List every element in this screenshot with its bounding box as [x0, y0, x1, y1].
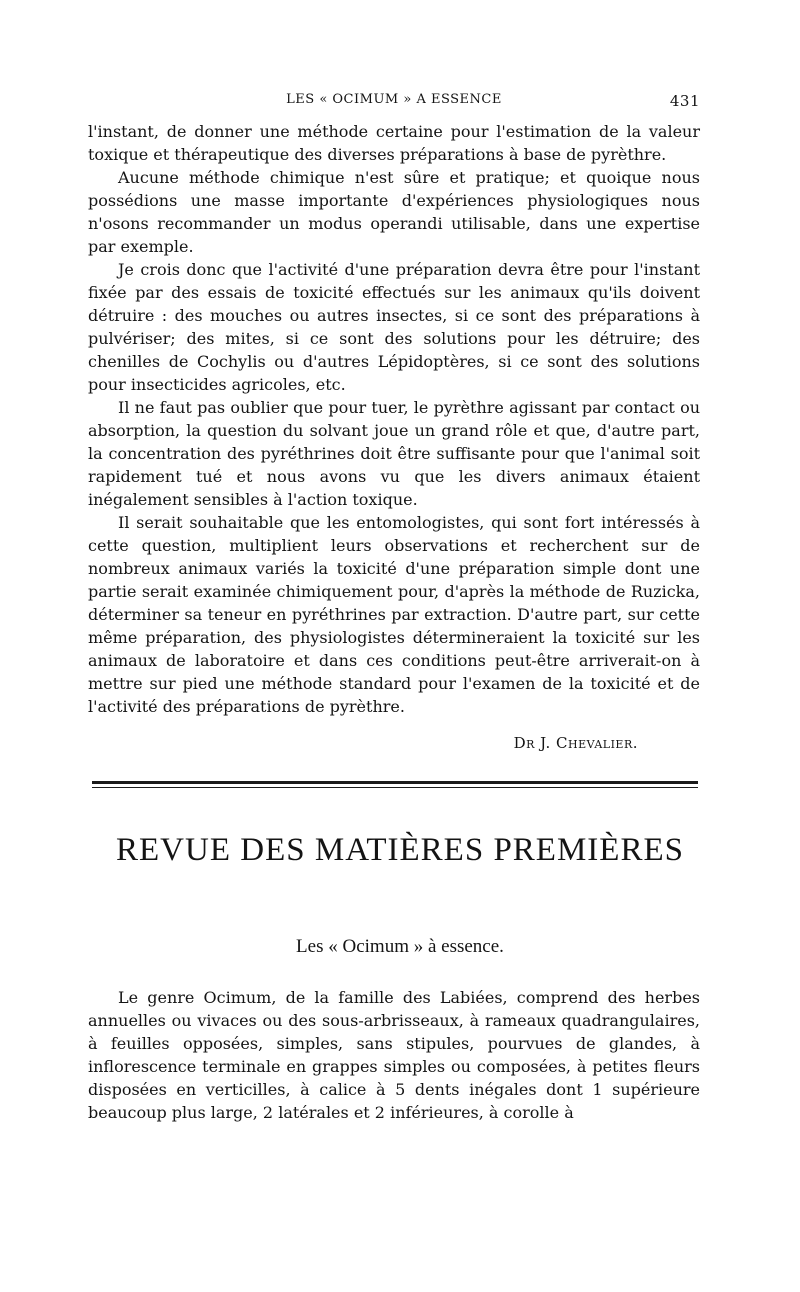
page-number: 431 — [669, 92, 700, 110]
running-title: LES « OCIMUM » A ESSENCE — [286, 92, 502, 107]
article-subtitle: Les « Ocimum » à essence. — [296, 936, 504, 957]
section-divider-thick — [92, 781, 698, 784]
author-signature: Dr J. Chevalier. — [513, 734, 638, 752]
section-title: REVUE DES MATIÈRES PREMIÈRES — [116, 832, 684, 868]
paragraph: l'instant, de donner une méthode certaine pour l'estimation de la valeur toxique et thérapeutique des diverses préparations à base de pyrèthre. — [88, 122, 700, 164]
section-divider-thin — [92, 787, 698, 788]
paragraph: Il ne faut pas oublier que pour tuer, le pyrèthre agissant par contact ou absorption, la question du solvant joue un grand rôle et que, d'autre part, la concentration des pyréthrines doit être suffisante pour que l'animal soit rapidement tué et nous avons vu que les divers animaux étaient inégalement sensibles à l'action toxique. — [88, 398, 700, 509]
paragraph: Il serait souhaitable que les entomologistes, qui sont fort intéressés à cette question, multiplient leurs observations et recherchent sur de nombreux animaux variés la toxicité d'une préparation simple dont une partie serait examinée chimiquement pour, d'après la méthode de Ruzicka, déterminer sa teneur en pyréthrines par extraction. D'autre part, sur cette même préparation, des physiologistes détermineraient la toxicité sur les animaux de laboratoire et dans ces conditions peut-être arriverait-on à mettre sur pied une méthode standard pour l'examen de la toxicité et de l'activité des préparations de pyrèthre. — [88, 513, 700, 716]
paragraph: Je crois donc que l'activité d'une préparation devra être pour l'instant fixée par des essais de toxicité effectués sur les animaux qu'ils doivent détruire : des mouches ou autres insectes, si ce sont des préparations à pulvériser; des mites, si ce sont des solutions pour les détruire; des chenilles de Cochylis ou d'autres Lépidoptères, si ce sont des solutions pour insecticides agricoles, etc. — [88, 260, 700, 394]
article-body-pyrethre — [88, 120, 700, 718]
article-body-ocimum — [88, 986, 700, 1124]
paragraph: Aucune méthode chimique n'est sûre et pratique; et quoique nous possédions une masse importante d'expériences physiologiques nous n'osons recommander un modus operandi utilisable, dans une expertise par exemple. — [88, 168, 700, 256]
paragraph: Le genre Ocimum, de la famille des Labiées, comprend des herbes annuelles ou vivaces ou des sous-arbrisseaux, à rameaux quadrangulaires, à feuilles opposées, simples, sans stipules, pourvues de glandes, à inflorescence terminale en grappes simples ou composées, à petites fleurs disposées en verticilles, à calice à 5 dents inégales dont 1 supérieure beaucoup plus large, 2 latérales et 2 inférieures, à corolle à — [88, 988, 700, 1122]
